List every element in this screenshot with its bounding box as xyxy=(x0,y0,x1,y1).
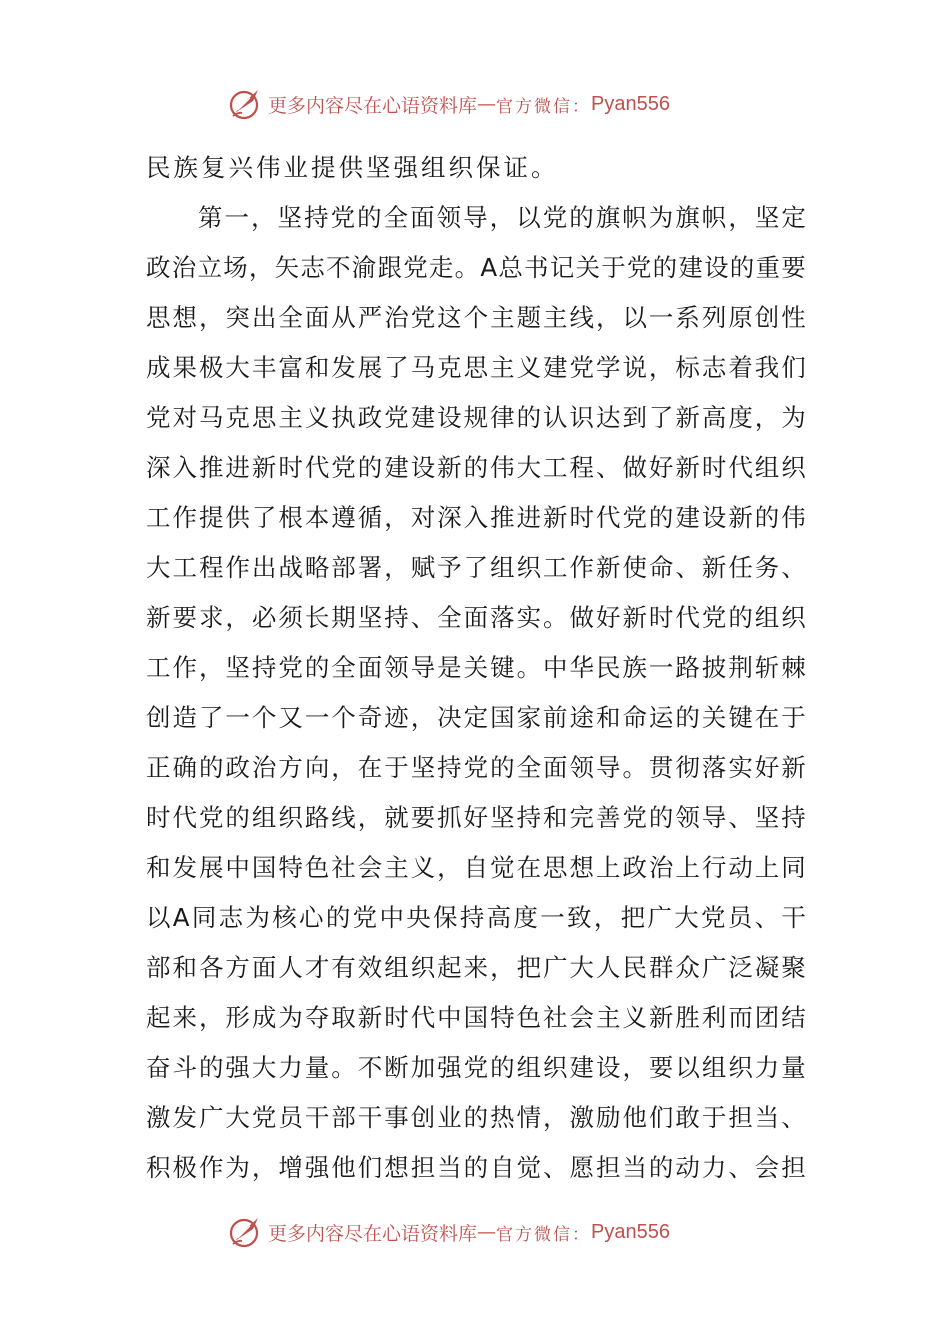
text-line: 党 对 马 克 思 主 义 执 政 党 建 设 规 律 的 认 识 达 到 了 新 高 度 ， 为 xyxy=(146,403,806,432)
text-line: 大 工 程 作 出 战 略 部 署 ， 赋 予 了 组 织 工 作 新 使 命 、 新 任 务 、 xyxy=(146,553,806,582)
banner-wechat-id: Pyan556 xyxy=(591,1220,670,1243)
banner-wechat-id: Pyan556 xyxy=(591,92,670,115)
banner-label: 官方微信： xyxy=(496,1224,592,1245)
quill-logo-icon xyxy=(228,1214,264,1250)
quill-logo-icon xyxy=(228,86,264,122)
text-line: 以 A 同 志 为 核 心 的 党 中 央 保 持 高 度 一 致 ， 把 广 大 党 员 、 干 xyxy=(146,903,806,932)
text-line: 思 想 ， 突 出 全 面 从 严 治 党 这 个 主 题 主 线 ， 以 一 系 列 原 创 性 xyxy=(146,303,806,332)
text-line: 激 发 广 大 党 员 干 部 干 事 创 业 的 热 情 ， 激 励 他 们 敢 于 担 当 、 xyxy=(146,1103,806,1132)
text-line: 部 和 各 方 面 人 才 有 效 组 织 起 来 ， 把 广 大 人 民 群 众 广 泛 凝 聚 xyxy=(146,953,806,982)
text-line: 民 族 复 兴 伟 业 提 供 坚 强 组 织 保 证 。 xyxy=(146,153,559,182)
banner-separator: — xyxy=(477,1221,497,1243)
text-line: 工 作 ， 坚 持 党 的 全 面 领 导 是 关 键 。 中 华 民 族 一 路 披 荆 斩 棘 xyxy=(146,653,806,682)
text-line: 奋 斗 的 强 大 力 量 。 不 断 加 强 党 的 组 织 建 设 ， 要 以 组 织 力 量 xyxy=(146,1053,806,1082)
text-line: 成 果 极 大 丰 富 和 发 展 了 马 克 思 主 义 建 党 学 说 ， 标 志 着 我 们 xyxy=(146,353,806,382)
text-line: 政 治 立 场 ， 矢 志 不 渝 跟 党 走 。 A 总 书 记 关 于 党 的 建 设 的 重 要 xyxy=(146,253,806,282)
text-line: 工 作 提 供 了 根 本 遵 循 ， 对 深 入 推 进 新 时 代 党 的 建 设 新 的 伟 xyxy=(146,503,806,532)
text-line: 新 要 求 ， 必 须 长 期 坚 持 、 全 面 落 实 。 做 好 新 时 代 党 的 组 织 xyxy=(146,603,806,632)
banner-label: 官方微信： xyxy=(496,96,592,117)
banner-separator: — xyxy=(477,93,497,115)
banner-site-text: 更多内容尽在心语资料库 xyxy=(268,94,478,117)
text-line: 时 代 党 的 组 织 路 线 ， 就 要 抓 好 坚 持 和 完 善 党 的 领 导 、 坚 持 xyxy=(146,803,806,832)
footer-watermark-banner xyxy=(228,1212,728,1252)
text-line: 积 极 作 为 ， 增 强 他 们 想 担 当 的 自 觉 、 愿 担 当 的 动 力 、 会 担 xyxy=(146,1153,806,1182)
text-line: 正 确 的 政 治 方 向 ， 在 于 坚 持 党 的 全 面 领 导 。 贯 彻 落 实 好 新 xyxy=(146,753,806,782)
header-watermark-banner xyxy=(228,84,728,124)
text-line: 深 入 推 进 新 时 代 党 的 建 设 新 的 伟 大 工 程 、 做 好 新 时 代 组 织 xyxy=(146,453,806,482)
text-line: 和 发 展 中 国 特 色 社 会 主 义 ， 自 觉 在 思 想 上 政 治 上 行 动 上 同 xyxy=(146,853,806,882)
text-line: 起 来 ， 形 成 为 夺 取 新 时 代 中 国 特 色 社 会 主 义 新 胜 利 而 团 结 xyxy=(146,1003,806,1032)
text-line: 创 造 了 一 个 又 一 个 奇 迹 ， 决 定 国 家 前 途 和 命 运 的 关 键 在 于 xyxy=(146,703,806,732)
banner-site-text: 更多内容尽在心语资料库 xyxy=(268,1222,478,1245)
text-line: 第 一 ， 坚 持 党 的 全 面 领 导 ， 以 党 的 旗 帜 为 旗 帜 ， 坚 定 xyxy=(198,203,806,232)
